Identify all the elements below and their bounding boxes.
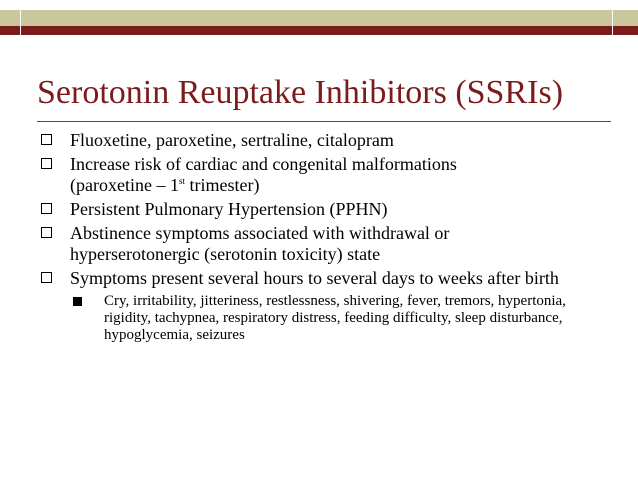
hollow-square-bullet-icon <box>41 134 52 145</box>
sub-bullet-item <box>70 293 570 344</box>
bullet-item <box>37 154 617 196</box>
sub-bullet-text: Cry, irritability, jitteriness, restlessness, shivering, fever, tremors, hypertonia, rigidity, tachypnea, respiratory distress, feeding difficulty, sleep disturbance, hypoglycemia, seizures <box>104 293 566 343</box>
bullet-item <box>37 130 617 151</box>
filled-square-bullet-icon <box>73 297 82 306</box>
superscript: st <box>178 176 185 186</box>
bullet-text: Fluoxetine, paroxetine, sertraline, citalopram <box>70 130 394 150</box>
bullet-text: (paroxetine – 1 <box>70 175 179 195</box>
hollow-square-bullet-icon <box>41 158 52 169</box>
header-band-top <box>0 10 638 26</box>
hollow-square-bullet-icon <box>41 203 52 214</box>
bullet-text: Increase risk of cardiac and congenital malformations <box>70 154 457 174</box>
header-band-bottom <box>0 26 638 35</box>
bullet-text: Abstinence symptoms associated with withdrawal or hyperserotonergic (serotonin toxicity) state <box>70 223 450 264</box>
hollow-square-bullet-icon <box>41 272 52 283</box>
bullet-list <box>37 130 617 347</box>
bullet-item <box>37 199 617 220</box>
bullet-item <box>37 223 550 265</box>
header-band-divider <box>20 10 21 35</box>
hollow-square-bullet-icon <box>41 227 52 238</box>
header-band-divider <box>612 10 613 35</box>
sub-bullet-list <box>70 293 570 344</box>
bullet-item <box>37 268 600 344</box>
bullet-text: Symptoms present several hours to several days to weeks after birth <box>70 268 559 288</box>
title-rule <box>37 121 611 122</box>
bullet-text: Persistent Pulmonary Hypertension (PPHN) <box>70 199 388 219</box>
bullet-text: trimester) <box>184 175 260 195</box>
slide-title: Serotonin Reuptake Inhibitors (SSRIs) <box>37 74 564 111</box>
